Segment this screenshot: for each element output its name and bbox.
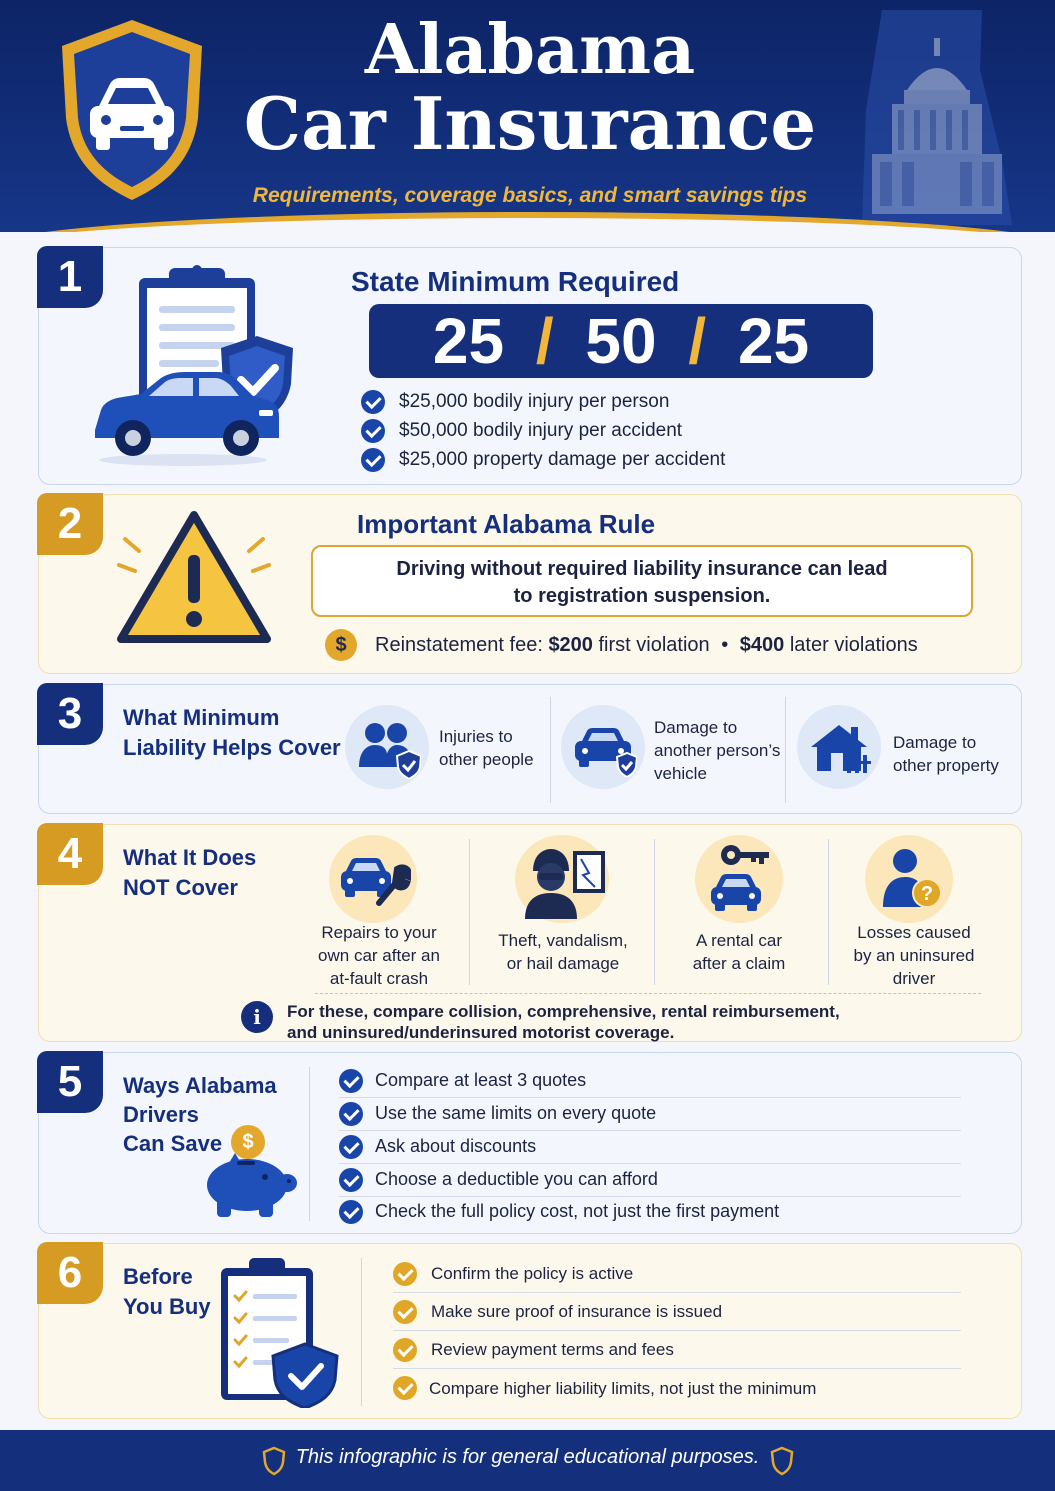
list-item: Make sure proof of insurance is issued — [431, 1302, 723, 1321]
title-line-2: Car Insurance — [243, 81, 817, 166]
section-state-minimum — [38, 247, 1022, 485]
footer-disclaimer: This infographic is for general educational purposes. — [295, 1446, 760, 1468]
list-item: Confirm the policy is active — [431, 1264, 634, 1283]
people-icon — [357, 721, 421, 779]
section-liability-covers — [38, 684, 1022, 814]
dollar-icon: $ — [325, 629, 357, 661]
list-item: $25,000 bodily injury per person — [399, 391, 670, 412]
not-covered-item-label — [839, 921, 989, 990]
label-line: Theft, vandalism, — [498, 931, 628, 950]
check-icon — [361, 448, 385, 472]
label-line: Injuries to — [439, 727, 513, 746]
house-icon — [809, 721, 873, 775]
capitol-icon — [862, 10, 1012, 225]
section-number: 3 — [37, 683, 103, 745]
wrench-icon — [339, 855, 411, 907]
list-item: $25,000 property damage per accident — [399, 449, 726, 470]
fee-later-amount: $400 — [739, 634, 785, 656]
label-line: Damage to — [654, 718, 738, 737]
list-item: Choose a deductible you can afford — [375, 1169, 658, 1189]
section-number: 2 — [37, 493, 103, 555]
car-icon-circle — [561, 705, 645, 789]
warning-icon — [111, 509, 277, 649]
limit-separator: / — [535, 305, 554, 377]
label-line: Losses caused — [857, 923, 971, 942]
section-number: 1 — [37, 246, 103, 308]
row-divider — [339, 1130, 961, 1131]
section-heading: State Minimum Required — [351, 266, 680, 297]
label-line: own car after an — [318, 946, 440, 965]
check-icon — [393, 1300, 417, 1324]
header-banner — [0, 0, 1055, 232]
list-item: Compare at least 3 quotes — [375, 1070, 587, 1090]
piggy-bank-icon — [203, 1153, 299, 1219]
row-divider — [393, 1330, 961, 1331]
limit-bodily-per-person: 25 — [432, 305, 505, 377]
shield-car-icon — [52, 14, 212, 204]
people-icon-circle — [345, 705, 429, 789]
heading-line-1: What It Does — [123, 845, 257, 870]
checklist-icon — [215, 1252, 341, 1408]
cover-item-label — [439, 725, 534, 771]
house-icon-circle — [797, 705, 881, 789]
check-icon — [393, 1262, 417, 1286]
fee-first-label: first violation — [598, 634, 710, 656]
label-line: another person’s — [654, 741, 781, 760]
dashed-divider — [315, 993, 981, 994]
rule-callout — [311, 545, 973, 617]
divider — [361, 1258, 362, 1406]
section-number: 4 — [37, 823, 103, 885]
coin-icon: $ — [231, 1125, 265, 1159]
heading-line-2: NOT Cover — [123, 875, 238, 900]
cover-item-label — [893, 731, 999, 777]
not-covered-item-label — [309, 921, 449, 990]
check-icon — [339, 1168, 363, 1192]
heading-line-1: Ways Alabama — [123, 1073, 277, 1098]
info-icon: i — [241, 1001, 273, 1033]
label-line: other people — [439, 750, 534, 769]
label-line: other property — [893, 756, 999, 775]
label-line: at-fault crash — [329, 969, 429, 988]
label-line: A rental car — [696, 931, 782, 950]
row-divider — [339, 1097, 961, 1098]
heading-line-1: What Minimum — [123, 705, 280, 730]
limit-bodily-per-accident: 50 — [585, 305, 657, 377]
check-icon — [339, 1200, 363, 1224]
page-title — [200, 10, 860, 166]
title-line-1: Alabama — [364, 10, 696, 90]
key-icon-circle — [695, 835, 783, 923]
not-covered-item-label — [669, 929, 809, 975]
heading-line-2: Liability Helps Cover — [123, 735, 341, 760]
check-icon — [339, 1102, 363, 1126]
section-ways-to-save — [38, 1052, 1022, 1234]
list-item: $50,000 bodily injury per accident — [399, 420, 683, 441]
section-heading — [123, 703, 341, 763]
fee-first-amount: $200 — [548, 634, 593, 656]
list-item: Check the full policy cost, not just the first payment — [375, 1201, 780, 1221]
heading-line-2: You Buy — [123, 1294, 211, 1319]
key-icon — [707, 843, 773, 915]
section-important-rule — [38, 494, 1022, 674]
not-covered-item-label — [483, 929, 643, 975]
rule-text-line-1: Driving without required liability insurance can lead — [396, 558, 888, 580]
divider — [785, 697, 786, 803]
check-icon — [361, 419, 385, 443]
svg-text:?: ? — [920, 883, 934, 905]
clipboard-car-illustration — [89, 260, 309, 475]
section-before-you-buy — [38, 1243, 1022, 1419]
divider — [550, 697, 551, 803]
divider — [654, 839, 655, 985]
check-icon — [339, 1135, 363, 1159]
fee-prefix: Reinstatement fee: — [375, 634, 543, 656]
limit-separator: / — [688, 305, 707, 377]
rule-text-line-2: to registration suspension. — [513, 585, 771, 607]
section-not-covered — [38, 824, 1022, 1042]
list-item: Review payment terms and fees — [431, 1340, 674, 1359]
check-icon — [393, 1376, 417, 1400]
row-divider — [393, 1368, 961, 1369]
check-icon — [393, 1338, 417, 1362]
check-icon — [361, 390, 385, 414]
list-item: Ask about discounts — [375, 1136, 537, 1156]
car-icon — [571, 725, 637, 777]
section-heading — [123, 843, 256, 903]
fee-separator: • — [721, 634, 729, 656]
label-line: by an uninsured — [853, 946, 975, 965]
limit-property-damage: 25 — [737, 305, 810, 377]
section-heading — [123, 1262, 211, 1322]
heading-line-2: Drivers — [123, 1102, 199, 1127]
fee-later-label: later violations — [789, 634, 918, 656]
page-subtitle: Requirements, coverage basics, and smart savings tips — [252, 184, 808, 207]
list-item: Compare higher liability limits, not just the minimum — [429, 1379, 817, 1398]
section-number: 6 — [37, 1242, 103, 1304]
liability-limits-banner — [369, 304, 873, 378]
label-line: or hail damage — [506, 954, 620, 973]
row-divider — [339, 1196, 961, 1197]
heading-line-1: Before — [123, 1264, 193, 1289]
label-line: Repairs to your — [321, 923, 437, 942]
wrench-icon-circle — [329, 835, 417, 923]
person-question-icon-circle — [865, 835, 953, 923]
cover-item-label — [654, 716, 780, 785]
row-divider — [393, 1292, 961, 1293]
note-line: For these, compare collision, comprehensive, rental reimbursement, — [287, 1002, 840, 1021]
label-line: driver — [892, 969, 936, 988]
label-line: vehicle — [654, 764, 707, 783]
thief-icon — [517, 845, 609, 919]
divider — [469, 839, 470, 985]
label-line: after a claim — [692, 954, 786, 973]
check-icon — [339, 1069, 363, 1093]
heading-line-3: Can Save — [123, 1131, 223, 1156]
coverage-note — [287, 1001, 840, 1043]
label-line: Damage to — [893, 733, 977, 752]
thief-icon-circle — [515, 835, 609, 923]
reinstatement-fee — [375, 634, 918, 657]
divider — [309, 1067, 310, 1221]
person-question-icon — [879, 847, 945, 913]
section-number: 5 — [37, 1051, 103, 1113]
list-item: Use the same limits on every quote — [375, 1103, 657, 1123]
divider — [828, 839, 829, 985]
section-heading: Important Alabama Rule — [357, 509, 656, 539]
note-line: and uninsured/underinsured motorist coverage. — [287, 1023, 675, 1042]
row-divider — [339, 1163, 961, 1164]
